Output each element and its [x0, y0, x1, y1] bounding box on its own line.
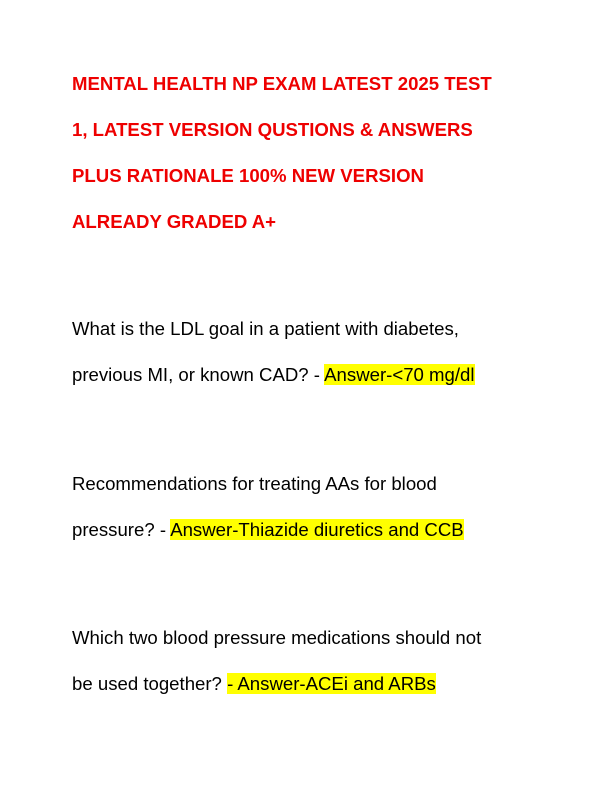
question-3-line-1: Which two blood pressure medications should not [72, 627, 482, 648]
question-3-text: be used together? [72, 673, 228, 694]
question-2-line-2 [72, 519, 464, 541]
question-1-line-2 [72, 364, 475, 386]
answer-3-highlight: - Answer-ACEi and ARBs [227, 673, 436, 694]
question-1-line-1: What is the LDL goal in a patient with diabetes, [72, 318, 459, 339]
title-line-1: MENTAL HEALTH NP EXAM LATEST 2025 TEST [72, 73, 492, 94]
question-3-line-2 [72, 673, 436, 695]
question-1-text: previous MI, or known CAD? - [72, 364, 325, 385]
answer-1-highlight: Answer-<70 mg/dl [324, 364, 475, 385]
title-line-3: PLUS RATIONALE 100% NEW VERSION [72, 165, 424, 186]
title-line-2: 1, LATEST VERSION QUSTIONS & ANSWERS [72, 119, 473, 140]
question-2-line-1: Recommendations for treating AAs for blood [72, 473, 437, 494]
answer-2-highlight: Answer-Thiazide diuretics and CCB [170, 519, 464, 540]
question-2-text: pressure? - [72, 519, 171, 540]
title-line-4: ALREADY GRADED A+ [72, 211, 277, 232]
